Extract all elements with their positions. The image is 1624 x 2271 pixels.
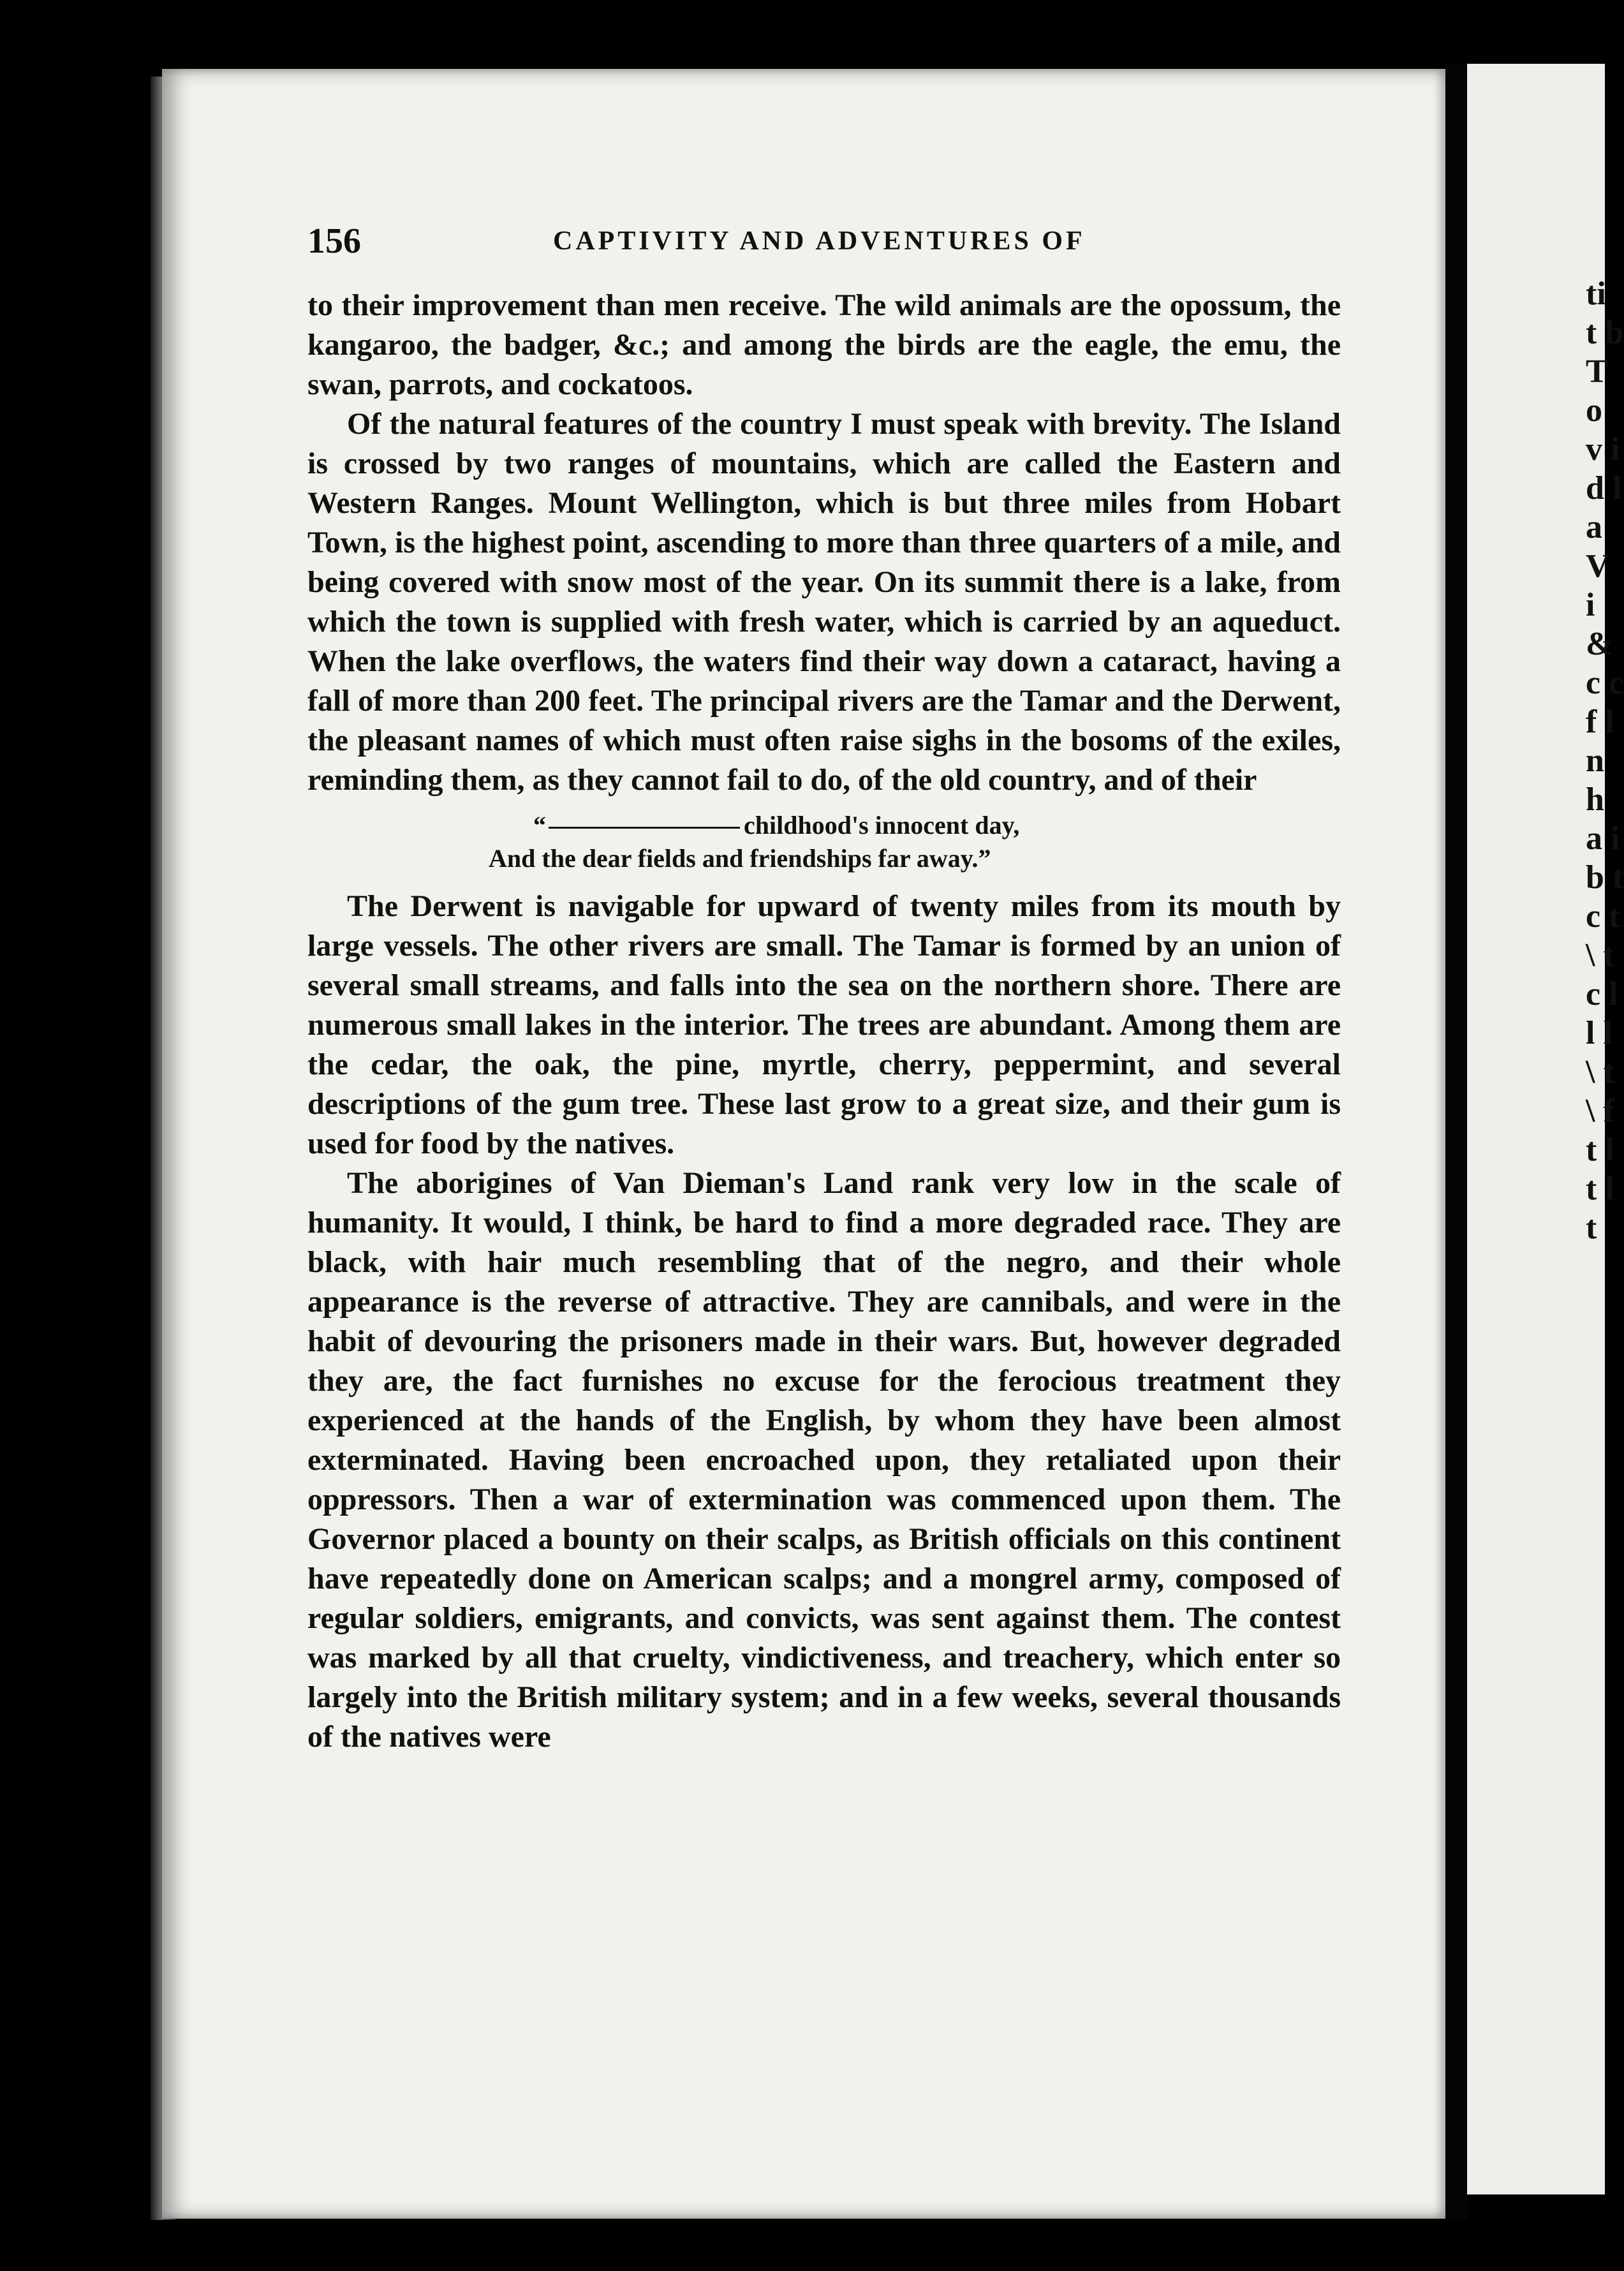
paragraph-2: Of the natural features of the country I must speak with brevity. The Island is crossed by two ranges of mountains, which are called the Eastern and Western Ranges. Mount Wellington, which is but three miles from Hobart Town, is the highest point, ascending to more than three quarters of a mile, and being covered with snow most of the year. On its summit there is a lake, from which the town is supplied with fresh water, which is carried by an aqueduct. When the lake overflows, the waters find their way down a cataract, having a fall of more than 200 feet. The principal rivers are the Tamar and the Derwent, the pleasant names of which must often raise sighs in the bosoms of the exiles, reminding them, as they cannot fail to do, of the old country, and of their [307, 407, 1341, 797]
elision-dash [549, 827, 740, 829]
verse-line-1-text: childhood's innocent day, [744, 811, 1020, 840]
open-quote-mark: “ [533, 811, 546, 840]
verse-line-1 [489, 809, 1341, 842]
paragraph-4: The aborigines of Van Dieman's Land rank very low in the scale of humanity. It would, I think, be hard to find a more degraded race. They are black, with hair much resembling that of the negro, and their whole appearance is the reverse of attractive. They are cannibals, and were in the habit of devouring the prisoners made in their wars. But, however degraded they are, the fact furnishes no excuse for the ferocious treatment they experienced at the hands of the English, by whom they have been almost exterminated. Having been encroached upon, they retaliated upon their oppressors. Then a war of extermination was commenced upon them. The Governor placed a bounty on their scalps, as British officials on this continent have repeatedly done on American scalps; and a mongrel army, composed of regular soldiers, emigrants, and convicts, was sent against them. The contest was marked by all that cruelty, vindictiveness, and treachery, which enter so largely into the British military system; and in a few weeks, several thousands of the natives were [307, 1166, 1341, 1754]
verse-line-2: And the dear fields and friendships far away.” [489, 844, 991, 873]
adjacent-page-text: ti t b T o v i d l a V i & c c f l n h a i b t c t \ t c l l l \ t \ f t l t l t [1586, 276, 1624, 1246]
body-text [307, 286, 1341, 1757]
adjacent-page-edge [1467, 64, 1624, 2194]
verse-quotation [307, 809, 1341, 875]
page-gutter [1445, 64, 1467, 2220]
page-header [307, 221, 1341, 265]
paragraph-3: The Derwent is navigable for upward of twenty miles from its mouth by large vessels. The other rivers are small. The Tamar is formed by an union of several small streams, and falls into the sea on the northern shore. There are numerous small lakes in the interior. The trees are abundant. Among them are the cedar, the oak, the pine, myrtle, cherry, peppermint, and several descriptions of the gum tree. These last grow to a great size, and their gum is used for food by the natives. [307, 889, 1341, 1160]
paragraph-1: to their improvement than men receive. The wild animals are the opossum, the kangaroo, the badger, &c.; and among the birds are the eagle, the emu, the swan, parrots, and cockatoos. [307, 288, 1341, 401]
page-number: 156 [307, 221, 361, 261]
running-head: CAPTIVITY AND ADVENTURES OF [553, 226, 1086, 256]
